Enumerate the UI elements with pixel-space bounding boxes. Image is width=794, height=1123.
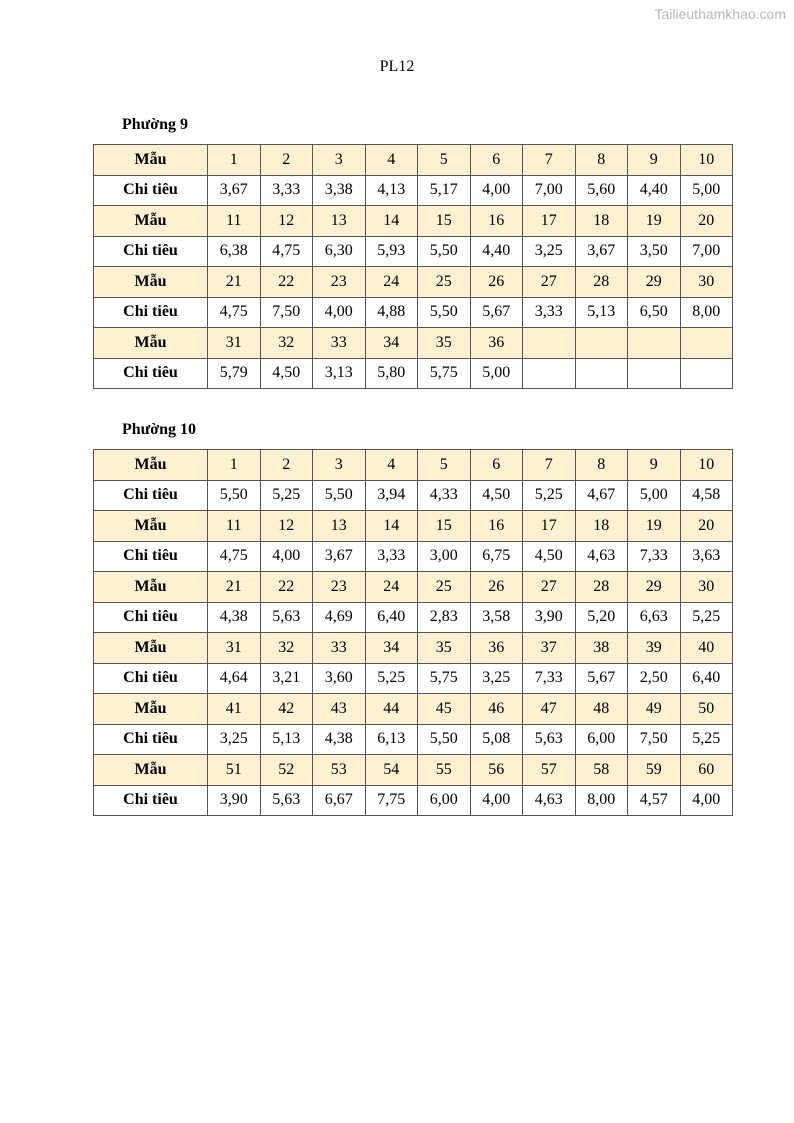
table-cell: 5,75 (418, 663, 471, 694)
table-cell: 3,25 (523, 236, 576, 267)
value-row (94, 297, 733, 328)
table-cell: 40 (680, 633, 733, 664)
sample-number-row (94, 633, 733, 664)
table-cell: 4,88 (365, 297, 418, 328)
table-cell: 2,50 (628, 663, 681, 694)
table-cell: 25 (418, 572, 471, 603)
table-cell: 6,40 (365, 602, 418, 633)
row-label-chi-tieu: Chi tiêu (94, 541, 208, 572)
table-cell: 5,17 (418, 175, 471, 206)
table-cell: 5,63 (260, 785, 313, 816)
table-cell: 5,63 (523, 724, 576, 755)
table-cell: 6,50 (628, 297, 681, 328)
table-cell: 7,33 (628, 541, 681, 572)
table-cell: 4,38 (313, 724, 366, 755)
table-cell: 3,25 (208, 724, 261, 755)
table-cell: 3,67 (575, 236, 628, 267)
table-cell: 4,38 (208, 602, 261, 633)
table-cell: 4,67 (575, 480, 628, 511)
table-cell: 4,40 (628, 175, 681, 206)
table-cell: 3,33 (365, 541, 418, 572)
row-label-chi-tieu: Chi tiêu (94, 602, 208, 633)
table-cell: 14 (365, 511, 418, 542)
table-cell: 4,00 (313, 297, 366, 328)
table-cell: 5,50 (208, 480, 261, 511)
table-cell: 4,13 (365, 175, 418, 206)
table-cell: 3,33 (523, 297, 576, 328)
sample-number-row (94, 145, 733, 176)
table-cell: 3 (313, 450, 366, 481)
table-cell: 7,75 (365, 785, 418, 816)
table-cell: 32 (260, 328, 313, 359)
table-cell: 6,00 (418, 785, 471, 816)
row-label-chi-tieu: Chi tiêu (94, 785, 208, 816)
table-cell: 20 (680, 511, 733, 542)
table-cell: 5,80 (365, 358, 418, 389)
sample-number-row (94, 694, 733, 725)
table-cell: 7,00 (523, 175, 576, 206)
value-row (94, 358, 733, 389)
sample-number-row (94, 267, 733, 298)
table-cell: 6,40 (680, 663, 733, 694)
table-cell: 3,94 (365, 480, 418, 511)
table-cell: 55 (418, 755, 471, 786)
table-cell: 5,93 (365, 236, 418, 267)
table-cell: 5,00 (628, 480, 681, 511)
table-cell: 6 (470, 145, 523, 176)
table-cell: 9 (628, 450, 681, 481)
table-cell: 2 (260, 145, 313, 176)
table-cell: 15 (418, 511, 471, 542)
table-cell: 26 (470, 572, 523, 603)
table-cell: 28 (575, 572, 628, 603)
table-cell: 27 (523, 572, 576, 603)
table-cell: 24 (365, 267, 418, 298)
table-cell: 3,67 (208, 175, 261, 206)
table-cell: 14 (365, 206, 418, 237)
table-cell: 57 (523, 755, 576, 786)
table-cell: 19 (628, 511, 681, 542)
table-cell: 3 (313, 145, 366, 176)
table-cell: 2,83 (418, 602, 471, 633)
value-row (94, 480, 733, 511)
table-cell: 5 (418, 145, 471, 176)
table-cell: 4,00 (470, 785, 523, 816)
table-cell: 4,00 (680, 785, 733, 816)
table-cell: 3,50 (628, 236, 681, 267)
table-cell: 53 (313, 755, 366, 786)
sample-number-row (94, 755, 733, 786)
table-cell: 7,33 (523, 663, 576, 694)
table-cell: 4,50 (260, 358, 313, 389)
table-cell: 1 (208, 145, 261, 176)
row-label-mau: Mẫu (94, 694, 208, 725)
table-cell: 5,20 (575, 602, 628, 633)
table-cell: 5,13 (260, 724, 313, 755)
row-label-mau: Mẫu (94, 450, 208, 481)
table-cell: 30 (680, 572, 733, 603)
table-cell: 5,67 (470, 297, 523, 328)
sample-number-row (94, 328, 733, 359)
sample-number-row (94, 450, 733, 481)
table-cell: 60 (680, 755, 733, 786)
table-cell: 29 (628, 267, 681, 298)
table-cell: 50 (680, 694, 733, 725)
table-cell: 4,63 (523, 785, 576, 816)
row-label-mau: Mẫu (94, 572, 208, 603)
table-cell: 58 (575, 755, 628, 786)
table-cell: 8 (575, 145, 628, 176)
table-cell: 6,30 (313, 236, 366, 267)
table-cell: 8,00 (680, 297, 733, 328)
table-cell: 56 (470, 755, 523, 786)
table-cell: 36 (470, 633, 523, 664)
table-cell: 11 (208, 206, 261, 237)
table-cell: 25 (418, 267, 471, 298)
row-label-chi-tieu: Chi tiêu (94, 480, 208, 511)
table-cell: 4,00 (470, 175, 523, 206)
table-cell: 3,90 (208, 785, 261, 816)
sample-number-row (94, 206, 733, 237)
table-cell: 23 (313, 267, 366, 298)
table-cell: 4,75 (208, 297, 261, 328)
table-cell: 4,57 (628, 785, 681, 816)
value-row (94, 541, 733, 572)
table-cell: 7,50 (628, 724, 681, 755)
table-cell: 5,00 (680, 175, 733, 206)
table-cell: 34 (365, 328, 418, 359)
table-cell: 31 (208, 328, 261, 359)
value-row (94, 602, 733, 633)
table-cell: 42 (260, 694, 313, 725)
table-cell: 4,64 (208, 663, 261, 694)
table-cell (628, 328, 681, 359)
row-label-mau: Mẫu (94, 755, 208, 786)
table-cell: 26 (470, 267, 523, 298)
table-cell: 8 (575, 450, 628, 481)
table-cell: 39 (628, 633, 681, 664)
row-label-chi-tieu: Chi tiêu (94, 724, 208, 755)
table-cell: 19 (628, 206, 681, 237)
table-cell: 6,75 (470, 541, 523, 572)
table-cell: 36 (470, 328, 523, 359)
table-cell: 13 (313, 206, 366, 237)
table-cell: 7,00 (680, 236, 733, 267)
table-cell: 6,00 (575, 724, 628, 755)
table-cell: 3,58 (470, 602, 523, 633)
table-cell: 3,33 (260, 175, 313, 206)
table-cell: 3,00 (418, 541, 471, 572)
table-cell: 3,67 (313, 541, 366, 572)
table-cell: 4,75 (260, 236, 313, 267)
table-cell: 37 (523, 633, 576, 664)
table-cell: 4,33 (418, 480, 471, 511)
table-cell: 54 (365, 755, 418, 786)
table-cell: 3,60 (313, 663, 366, 694)
table-cell: 2 (260, 450, 313, 481)
table-cell: 52 (260, 755, 313, 786)
row-label-mau: Mẫu (94, 328, 208, 359)
row-label-mau: Mẫu (94, 267, 208, 298)
table-cell: 59 (628, 755, 681, 786)
row-label-chi-tieu: Chi tiêu (94, 663, 208, 694)
table-cell: 6 (470, 450, 523, 481)
table-cell: 35 (418, 633, 471, 664)
row-label-chi-tieu: Chi tiêu (94, 358, 208, 389)
table-cell: 5,13 (575, 297, 628, 328)
table-cell: 38 (575, 633, 628, 664)
table-cell: 4,58 (680, 480, 733, 511)
table-cell: 17 (523, 206, 576, 237)
table-cell: 13 (313, 511, 366, 542)
table-cell: 5,50 (418, 297, 471, 328)
table-cell: 5,25 (260, 480, 313, 511)
table-cell: 33 (313, 328, 366, 359)
table-cell: 3,25 (470, 663, 523, 694)
table-cell (523, 358, 576, 389)
table-cell: 5,50 (418, 236, 471, 267)
table-cell: 5,25 (680, 602, 733, 633)
table-cell: 15 (418, 206, 471, 237)
table-cell: 18 (575, 206, 628, 237)
table-cell: 12 (260, 206, 313, 237)
table-cell: 8,00 (575, 785, 628, 816)
table-cell: 32 (260, 633, 313, 664)
table-cell: 4,63 (575, 541, 628, 572)
table-cell: 5,50 (313, 480, 366, 511)
table-cell: 41 (208, 694, 261, 725)
table-cell: 6,38 (208, 236, 261, 267)
table-cell: 6,63 (628, 602, 681, 633)
table-phuong-10 (93, 449, 733, 816)
watermark: Tailieuthamkhao.com (654, 6, 786, 22)
table-cell: 1 (208, 450, 261, 481)
table-cell: 4,00 (260, 541, 313, 572)
value-row (94, 236, 733, 267)
table-cell: 11 (208, 511, 261, 542)
table-cell: 51 (208, 755, 261, 786)
table-cell: 5,63 (260, 602, 313, 633)
table-cell: 5,25 (523, 480, 576, 511)
table-cell: 20 (680, 206, 733, 237)
table-cell: 5,67 (575, 663, 628, 694)
table-cell: 22 (260, 267, 313, 298)
table-cell: 6,67 (313, 785, 366, 816)
table-cell: 6,13 (365, 724, 418, 755)
row-label-mau: Mẫu (94, 145, 208, 176)
table-cell (680, 328, 733, 359)
row-label-chi-tieu: Chi tiêu (94, 297, 208, 328)
table-cell: 22 (260, 572, 313, 603)
table-cell: 7,50 (260, 297, 313, 328)
table-cell: 12 (260, 511, 313, 542)
table-cell: 5,25 (680, 724, 733, 755)
table-cell: 3,13 (313, 358, 366, 389)
table-cell: 48 (575, 694, 628, 725)
table-cell: 44 (365, 694, 418, 725)
table-cell: 7 (523, 450, 576, 481)
table-phuong-9 (93, 144, 733, 389)
table-cell (680, 358, 733, 389)
table-cell: 45 (418, 694, 471, 725)
table-cell (628, 358, 681, 389)
table-cell: 4 (365, 450, 418, 481)
table-cell: 28 (575, 267, 628, 298)
table-cell: 3,38 (313, 175, 366, 206)
table-cell: 5,50 (418, 724, 471, 755)
table-cell: 5,08 (470, 724, 523, 755)
table-cell: 5,00 (470, 358, 523, 389)
table-cell: 21 (208, 267, 261, 298)
table-cell: 27 (523, 267, 576, 298)
table-cell: 46 (470, 694, 523, 725)
table-cell: 16 (470, 511, 523, 542)
table-cell: 43 (313, 694, 366, 725)
section-title-phuong-9: Phường 9 (122, 116, 189, 133)
value-row (94, 785, 733, 816)
table-cell: 4,40 (470, 236, 523, 267)
table-cell: 24 (365, 572, 418, 603)
table-cell: 3,21 (260, 663, 313, 694)
table-cell: 3,63 (680, 541, 733, 572)
table-cell: 34 (365, 633, 418, 664)
sample-number-row (94, 572, 733, 603)
value-row (94, 175, 733, 206)
table-cell: 29 (628, 572, 681, 603)
table-cell: 7 (523, 145, 576, 176)
row-label-mau: Mẫu (94, 206, 208, 237)
table-cell: 9 (628, 145, 681, 176)
table-cell: 18 (575, 511, 628, 542)
table-cell: 35 (418, 328, 471, 359)
row-label-mau: Mẫu (94, 633, 208, 664)
table-cell: 4 (365, 145, 418, 176)
value-row (94, 663, 733, 694)
table-cell: 16 (470, 206, 523, 237)
table-cell: 5,25 (365, 663, 418, 694)
table-cell: 5,60 (575, 175, 628, 206)
table-cell: 5 (418, 450, 471, 481)
table-cell: 33 (313, 633, 366, 664)
table-cell: 49 (628, 694, 681, 725)
table-cell: 4,50 (523, 541, 576, 572)
table-cell: 4,69 (313, 602, 366, 633)
table-cell: 31 (208, 633, 261, 664)
table-cell: 5,79 (208, 358, 261, 389)
table-cell: 4,75 (208, 541, 261, 572)
table-cell: 23 (313, 572, 366, 603)
row-label-chi-tieu: Chi tiêu (94, 175, 208, 206)
table-cell: 10 (680, 450, 733, 481)
table-cell: 17 (523, 511, 576, 542)
table-cell: 3,90 (523, 602, 576, 633)
row-label-chi-tieu: Chi tiêu (94, 236, 208, 267)
table-cell: 30 (680, 267, 733, 298)
row-label-mau: Mẫu (94, 511, 208, 542)
table-cell (575, 328, 628, 359)
table-cell: 47 (523, 694, 576, 725)
table-cell (523, 328, 576, 359)
page-code: PL12 (379, 58, 415, 75)
table-cell: 10 (680, 145, 733, 176)
table-cell: 21 (208, 572, 261, 603)
table-cell: 4,50 (470, 480, 523, 511)
section-title-phuong-10: Phường 10 (122, 421, 197, 438)
value-row (94, 724, 733, 755)
table-cell: 5,75 (418, 358, 471, 389)
sample-number-row (94, 511, 733, 542)
table-cell (575, 358, 628, 389)
